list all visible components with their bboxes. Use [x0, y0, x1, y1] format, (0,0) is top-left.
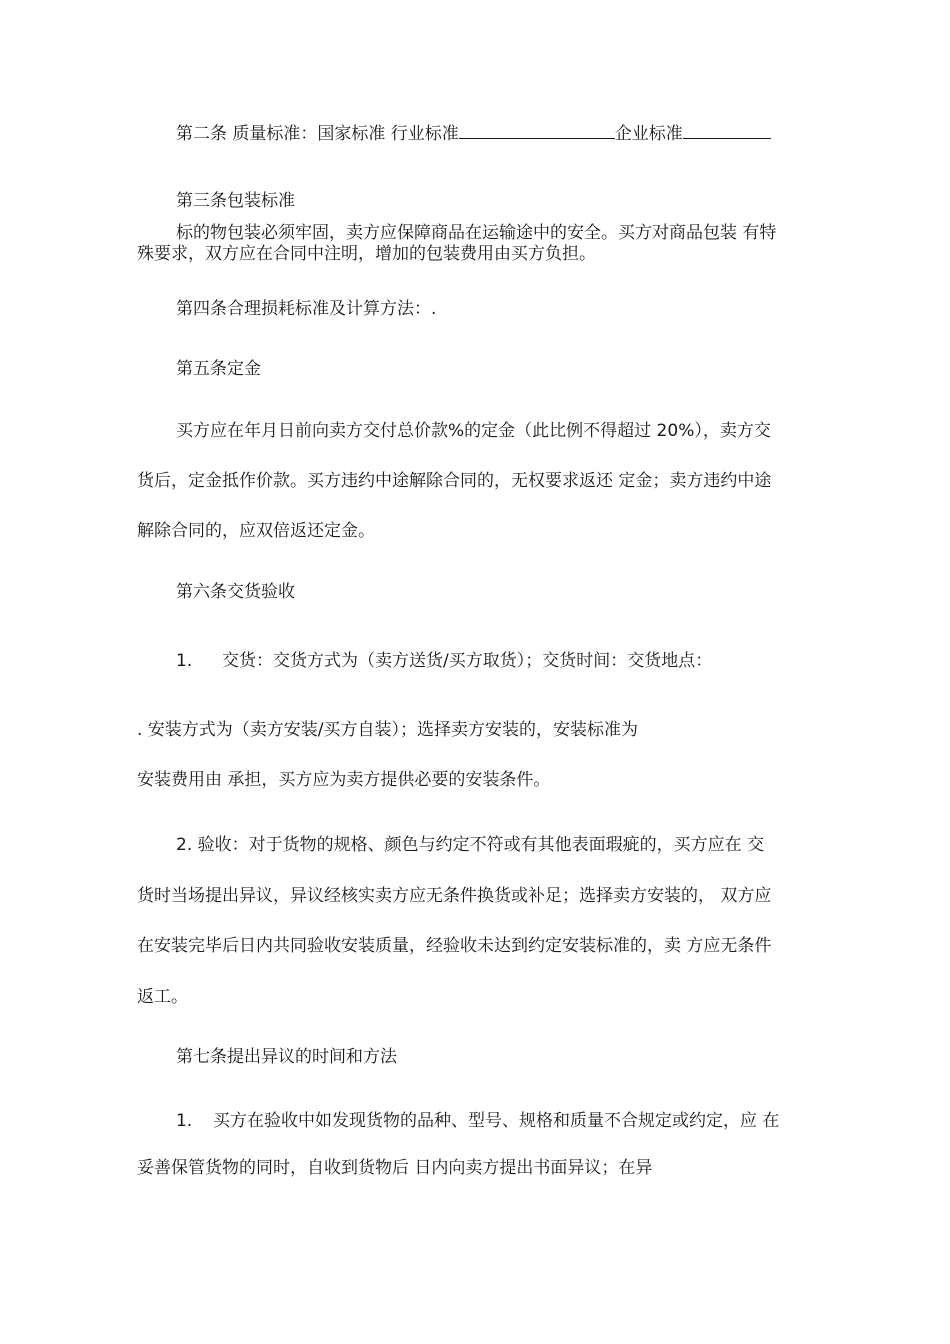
article-6-item-2-line-2: 货时当场提出异议，异议经核实卖方应无条件换货或补足；选择卖方安装的， 双方应 — [137, 886, 772, 906]
article-3-heading: 第三条包装标准 — [176, 191, 295, 211]
article-7-item-1-line-1: 买方在验收中如发现货物的品种、型号、规格和质量不合规定或约定，应 在 — [213, 1111, 780, 1131]
article-2-middle: 企业标准 — [614, 124, 683, 144]
article-3-line-1: 标的物包装必须牢固，卖方应保障商品在运输途中的安全。买方对商品包装 有特 — [176, 223, 777, 243]
article-6-item-1-line-2: . 安装方式为（卖方安装/买方自装）；选择卖方安装的，安装标准为 — [137, 720, 639, 740]
article-6-item-2-line-4: 返工。 — [137, 987, 188, 1007]
article-5-heading: 第五条定金 — [176, 359, 261, 379]
article-5-line-2: 货后，定金抵作价款。买方违约中途解除合同的，无权要求返还 定金；卖方违约中途 — [137, 471, 772, 491]
article-6-item-1-text: 交货：交货方式为（卖方送货/买方取货）；交货时间：交货地点： — [222, 651, 713, 671]
article-5-line-3: 解除合同的，应双倍返还定金。 — [137, 521, 375, 541]
article-6-heading: 第六条交货验收 — [176, 582, 295, 602]
enterprise-standard-blank — [683, 121, 771, 139]
article-7-heading: 第七条提出异议的时间和方法 — [176, 1047, 397, 1067]
article-7-item-1-line-2: 妥善保管货物的同时，自收到货物后 日内向卖方提出书面异议；在异 — [137, 1158, 653, 1178]
article-2-prefix: 第二条 质量标准：国家标准 行业标准 — [176, 124, 459, 144]
article-2-line — [176, 121, 771, 145]
article-4-heading: 第四条合理损耗标准及计算方法：. — [176, 299, 437, 319]
article-5-line-1: 买方应在年月日前向卖方交付总价款%的定金（此比例不得超过 20%），卖方交 — [176, 421, 771, 441]
article-7-item-1-number: 1. — [176, 1111, 193, 1131]
article-6-item-1-line-3: 安装费用由 承担，买方应为卖方提供必要的安装条件。 — [137, 770, 551, 790]
article-6-item-2-line-1: 2. 验收：对于货物的规格、颜色与约定不符或有其他表面瑕疵的，买方应在 交 — [176, 835, 765, 855]
industry-standard-blank — [459, 121, 615, 139]
article-6-item-1-number: 1. — [176, 651, 193, 671]
article-6-item-2-line-3: 在安装完毕后日内共同验收安装质量，经验收未达到约定安装标准的，卖 方应无条件 — [137, 936, 772, 956]
article-3-line-2: 殊要求，双方应在合同中注明，增加的包装费用由买方负担。 — [137, 244, 596, 264]
